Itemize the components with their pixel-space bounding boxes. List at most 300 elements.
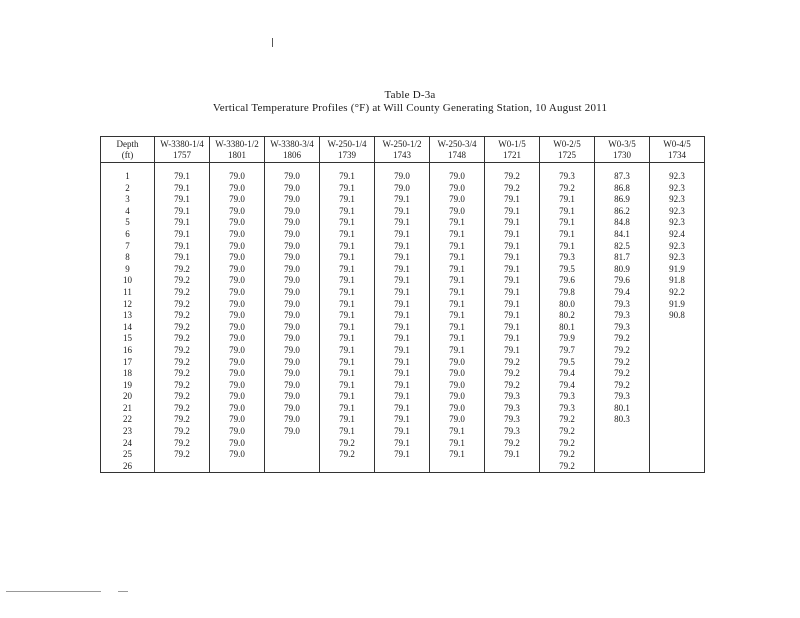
temperature-cell: 79.0 [210,194,265,206]
temperature-cell: 79.1 [155,194,210,206]
temperature-cell: 79.0 [265,183,320,195]
station-time: 1725 [558,149,576,160]
temperature-cell: 79.1 [430,229,485,241]
temperature-cell [650,368,705,380]
table-row [101,438,705,450]
temperature-cell: 79.5 [540,357,595,369]
temperature-cell [650,461,705,473]
temperature-cell: 79.1 [430,345,485,357]
table-spacer-row [101,163,705,172]
temperature-cell: 79.3 [485,391,540,403]
temperature-cell: 79.1 [375,299,430,311]
temperature-cell: 79.3 [595,391,650,403]
temperature-cell: 79.2 [485,357,540,369]
temperature-cell: 79.1 [540,206,595,218]
temperature-cell: 79.2 [595,357,650,369]
station-time: 1757 [173,149,191,160]
temperature-cell: 79.1 [540,217,595,229]
temperature-cell: 79.3 [595,299,650,311]
station-column-header [210,137,265,163]
temperature-cell: 79.1 [430,438,485,450]
depth-cell: 26 [101,461,155,473]
temperature-cell: 79.1 [320,241,375,253]
station-column-header [430,137,485,163]
temperature-cell: 79.3 [595,322,650,334]
temperature-cell: 79.0 [210,438,265,450]
temperature-cell [485,461,540,473]
temperature-cell: 79.2 [155,414,210,426]
depth-column-header [101,137,155,163]
temperature-cell: 91.9 [650,299,705,311]
temperature-cell: 79.1 [375,310,430,322]
temperature-cell [650,438,705,450]
temperature-cell: 79.2 [320,438,375,450]
temperature-cell: 79.0 [210,264,265,276]
temperature-cell [595,438,650,450]
temperature-cell: 79.0 [210,217,265,229]
temperature-cell: 79.0 [210,391,265,403]
temperature-cell: 79.1 [320,287,375,299]
temperature-cell: 79.2 [595,368,650,380]
temperature-cell: 86.9 [595,194,650,206]
temperature-cell: 79.1 [430,287,485,299]
temperature-cell: 79.0 [210,287,265,299]
temperature-cell: 80.9 [595,264,650,276]
station-column-header [155,137,210,163]
temperature-cell: 79.1 [320,229,375,241]
station-column-header [485,137,540,163]
station-name: W-250-3/4 [437,138,477,149]
temperature-cell: 79.2 [540,183,595,195]
temperature-cell: 79.1 [430,217,485,229]
temperature-cell: 79.0 [210,357,265,369]
temperature-cell: 79.2 [155,403,210,415]
temperature-cell: 79.0 [210,414,265,426]
temperature-cell: 79.1 [430,449,485,461]
temperature-cell: 79.1 [320,252,375,264]
temperature-cell: 79.1 [320,391,375,403]
temperature-cell: 79.1 [430,299,485,311]
temperature-cell: 79.9 [540,333,595,345]
temperature-cell: 79.0 [210,310,265,322]
station-time: 1734 [668,149,686,160]
temperature-cell: 79.1 [375,414,430,426]
temperature-cell: 79.3 [485,414,540,426]
temperature-cell: 79.0 [430,357,485,369]
temperature-cell: 79.1 [375,403,430,415]
table-row [101,461,705,473]
table-row [101,194,705,206]
depth-cell: 23 [101,426,155,438]
temperature-cell [650,322,705,334]
depth-cell: 19 [101,380,155,392]
temperature-cell [155,461,210,473]
temperature-cell: 79.1 [320,322,375,334]
temperature-cell: 79.6 [595,275,650,287]
table-row [101,414,705,426]
temperature-cell: 79.2 [485,438,540,450]
temperature-cell [650,380,705,392]
depth-header-label: Depth [116,138,139,149]
temperature-cell: 79.4 [595,287,650,299]
station-name: W-3380-1/4 [160,138,204,149]
temperature-cell: 79.0 [265,275,320,287]
temperature-cell [595,426,650,438]
temperature-cell: 79.0 [210,252,265,264]
temperature-cell: 79.4 [540,380,595,392]
temperature-cell: 79.0 [210,206,265,218]
temperature-cell: 79.1 [375,194,430,206]
temperature-cell: 79.2 [485,380,540,392]
temperature-cell: 79.0 [265,287,320,299]
temperature-cell: 79.1 [375,357,430,369]
temperature-cell: 79.1 [430,275,485,287]
temperature-profile-table [100,136,705,473]
temperature-cell: 79.0 [210,449,265,461]
temperature-cell: 79.1 [375,438,430,450]
table-row [101,380,705,392]
table-row [101,229,705,241]
temperature-cell: 79.0 [210,229,265,241]
temperature-cell: 79.0 [265,426,320,438]
temperature-cell: 79.1 [375,275,430,287]
temperature-cell [595,449,650,461]
table-subtitle: Vertical Temperature Profiles (°F) at Will County Generating Station, 10 August 2011 [212,102,608,114]
temperature-cell: 79.2 [155,287,210,299]
temperature-cell: 79.1 [155,217,210,229]
temperature-cell [650,391,705,403]
temperature-cell: 79.1 [430,252,485,264]
temperature-cell [650,345,705,357]
temperature-cell: 82.5 [595,241,650,253]
temperature-cell: 79.1 [485,194,540,206]
temperature-cell: 79.2 [485,183,540,195]
temperature-cell: 79.0 [265,333,320,345]
depth-cell: 13 [101,310,155,322]
temperature-cell: 80.1 [540,322,595,334]
temperature-cell: 92.3 [650,217,705,229]
temperature-cell: 79.2 [595,333,650,345]
temperature-cell: 92.3 [650,171,705,183]
temperature-cell [430,461,485,473]
table-row [101,252,705,264]
table-row [101,333,705,345]
temperature-cell: 84.8 [595,217,650,229]
depth-cell: 14 [101,322,155,334]
depth-cell: 18 [101,368,155,380]
temperature-cell: 87.3 [595,171,650,183]
temperature-cell: 79.0 [210,426,265,438]
temperature-cell: 79.0 [265,194,320,206]
depth-cell: 15 [101,333,155,345]
temperature-cell: 79.1 [485,229,540,241]
temperature-cell: 79.1 [375,241,430,253]
temperature-cell: 79.8 [540,287,595,299]
temperature-cell: 79.0 [210,183,265,195]
depth-cell: 2 [101,183,155,195]
temperature-cell: 79.0 [265,206,320,218]
table-row [101,322,705,334]
temperature-cell: 79.0 [265,241,320,253]
temperature-cell: 92.3 [650,194,705,206]
temperature-cell: 84.1 [595,229,650,241]
temperature-cell: 79.0 [265,217,320,229]
temperature-cell: 79.2 [595,380,650,392]
temperature-cell: 79.1 [375,264,430,276]
table-row [101,206,705,218]
depth-cell: 20 [101,391,155,403]
temperature-cell: 79.1 [430,264,485,276]
depth-cell: 25 [101,449,155,461]
temperature-cell: 79.1 [485,275,540,287]
temperature-cell: 79.4 [540,368,595,380]
temperature-cell [650,357,705,369]
temperature-cell: 79.2 [540,449,595,461]
temperature-cell: 79.0 [210,403,265,415]
station-name: W-250-1/4 [327,138,367,149]
temperature-cell: 79.1 [540,241,595,253]
temperature-cell: 79.2 [485,368,540,380]
depth-cell: 12 [101,299,155,311]
temperature-cell: 79.1 [430,322,485,334]
depth-cell: 8 [101,252,155,264]
temperature-cell: 92.3 [650,241,705,253]
temperature-cell: 79.3 [485,403,540,415]
temperature-cell [650,449,705,461]
temperature-cell: 79.3 [540,252,595,264]
table-row [101,310,705,322]
table-row [101,287,705,299]
temperature-cell: 79.2 [540,461,595,473]
temperature-cell: 79.0 [265,171,320,183]
temperature-cell [210,461,265,473]
depth-cell: 9 [101,264,155,276]
footer-rule [6,591,101,592]
depth-cell: 11 [101,287,155,299]
station-name: W0-2/5 [553,138,581,149]
temperature-cell: 79.0 [430,403,485,415]
temperature-cell: 79.2 [540,438,595,450]
depth-cell: 16 [101,345,155,357]
temperature-cell: 79.0 [265,229,320,241]
temperature-cell: 79.1 [485,345,540,357]
depth-cell: 7 [101,241,155,253]
temperature-cell: 79.0 [265,345,320,357]
temperature-cell: 79.3 [540,403,595,415]
temperature-cell: 79.0 [265,252,320,264]
temperature-cell: 79.2 [155,391,210,403]
temperature-cell: 79.1 [485,287,540,299]
station-column-header [265,137,320,163]
temperature-cell: 91.9 [650,264,705,276]
temperature-cell: 79.0 [210,241,265,253]
temperature-cell: 79.1 [320,345,375,357]
temperature-cell: 79.5 [540,264,595,276]
temperature-cell: 79.1 [320,414,375,426]
station-time: 1730 [613,149,631,160]
temperature-cell: 79.1 [320,194,375,206]
table-row [101,171,705,183]
table-row [101,275,705,287]
temperature-cell: 92.2 [650,287,705,299]
temperature-cell: 79.2 [155,449,210,461]
temperature-cell [320,461,375,473]
temperature-cell [650,403,705,415]
temperature-cell: 79.2 [540,414,595,426]
depth-cell: 3 [101,194,155,206]
temperature-cell: 79.1 [375,206,430,218]
temperature-cell: 79.2 [155,426,210,438]
temperature-cell: 79.0 [430,380,485,392]
temperature-cell [595,461,650,473]
temperature-cell: 79.1 [485,264,540,276]
temperature-cell: 79.1 [155,171,210,183]
temperature-cell: 79.1 [375,368,430,380]
temperature-cell: 79.6 [540,275,595,287]
temperature-cell: 79.0 [210,322,265,334]
temperature-cell: 79.0 [430,368,485,380]
temperature-cell: 79.1 [375,426,430,438]
temperature-cell: 79.0 [265,299,320,311]
temperature-cell: 79.1 [430,333,485,345]
depth-cell: 6 [101,229,155,241]
station-time: 1806 [283,149,301,160]
temperature-cell: 79.1 [485,333,540,345]
temperature-cell: 79.1 [375,217,430,229]
temperature-cell [650,333,705,345]
temperature-cell: 79.0 [265,380,320,392]
temperature-cell: 79.2 [595,345,650,357]
table-row [101,426,705,438]
temperature-cell: 91.8 [650,275,705,287]
temperature-cell: 79.3 [595,310,650,322]
station-name: W-3380-3/4 [270,138,314,149]
temperature-cell: 79.0 [430,183,485,195]
temperature-cell: 79.1 [320,183,375,195]
temperature-cell: 79.0 [430,171,485,183]
temperature-cell: 79.2 [155,380,210,392]
depth-cell: 21 [101,403,155,415]
temperature-cell: 79.2 [155,333,210,345]
temperature-cell: 79.1 [540,229,595,241]
temperature-cell: 79.1 [320,206,375,218]
temperature-cell: 79.1 [485,206,540,218]
temperature-cell [265,438,320,450]
depth-cell: 22 [101,414,155,426]
station-column-header [320,137,375,163]
table-row [101,403,705,415]
temperature-cell: 79.0 [210,380,265,392]
station-time: 1801 [228,149,246,160]
temperature-cell: 79.7 [540,345,595,357]
temperature-cell: 79.1 [320,275,375,287]
temperature-cell: 79.1 [540,194,595,206]
table-row [101,264,705,276]
temperature-cell: 79.0 [430,414,485,426]
station-name: W-250-1/2 [382,138,422,149]
temperature-cell: 79.1 [485,322,540,334]
temperature-cell: 86.8 [595,183,650,195]
depth-cell: 10 [101,275,155,287]
station-column-header [375,137,430,163]
temperature-cell: 79.0 [430,194,485,206]
temperature-cell: 86.2 [595,206,650,218]
table-header-row [101,137,705,163]
temperature-cell: 79.1 [485,310,540,322]
temperature-cell: 79.1 [320,357,375,369]
table-row [101,183,705,195]
temperature-cell: 92.3 [650,206,705,218]
station-time: 1748 [448,149,466,160]
temperature-cell: 79.1 [375,333,430,345]
depth-header-unit: (ft) [121,149,134,160]
temperature-cell: 79.1 [320,217,375,229]
temperature-cell: 79.0 [265,322,320,334]
temperature-cell: 79.2 [155,310,210,322]
station-name: W0-1/5 [498,138,526,149]
temperature-cell: 79.0 [265,264,320,276]
temperature-cell: 79.1 [155,183,210,195]
temperature-cell: 79.1 [430,310,485,322]
temperature-cell: 79.1 [155,252,210,264]
temperature-cell: 79.2 [540,426,595,438]
temperature-cell: 79.2 [155,357,210,369]
temperature-cell: 79.1 [375,380,430,392]
temperature-cell: 79.1 [320,310,375,322]
temperature-cell: 80.1 [595,403,650,415]
temperature-cell: 79.1 [155,229,210,241]
temperature-cell: 79.0 [210,345,265,357]
temperature-cell: 79.1 [320,171,375,183]
temperature-cell: 79.0 [210,275,265,287]
temperature-cell: 79.0 [430,391,485,403]
temperature-cell: 80.0 [540,299,595,311]
temperature-cell: 79.0 [265,403,320,415]
temperature-cell: 90.8 [650,310,705,322]
temperature-cell: 92.3 [650,252,705,264]
table-row [101,299,705,311]
table-row [101,217,705,229]
temperature-cell: 79.1 [430,241,485,253]
temperature-cell [650,426,705,438]
scan-mark [272,38,273,47]
temperature-cell: 79.0 [375,183,430,195]
temperature-cell: 79.2 [155,438,210,450]
temperature-cell: 79.1 [375,229,430,241]
temperature-cell: 79.2 [155,345,210,357]
temperature-cell: 79.1 [320,368,375,380]
footer-rule-short [118,591,128,592]
station-name: W0-4/5 [663,138,691,149]
depth-cell: 24 [101,438,155,450]
temperature-cell: 79.1 [155,241,210,253]
depth-cell: 4 [101,206,155,218]
temperature-cell: 79.1 [485,217,540,229]
temperature-cell: 79.0 [210,368,265,380]
temperature-cell: 79.1 [375,391,430,403]
temperature-cell: 79.0 [265,310,320,322]
depth-cell: 17 [101,357,155,369]
temperature-cell: 81.7 [595,252,650,264]
temperature-cell: 79.1 [320,426,375,438]
temperature-cell: 79.1 [430,426,485,438]
temperature-cell: 79.3 [540,171,595,183]
temperature-cell [265,461,320,473]
temperature-cell: 79.0 [265,391,320,403]
station-time: 1743 [393,149,411,160]
temperature-cell: 79.1 [485,449,540,461]
temperature-cell: 79.1 [320,403,375,415]
